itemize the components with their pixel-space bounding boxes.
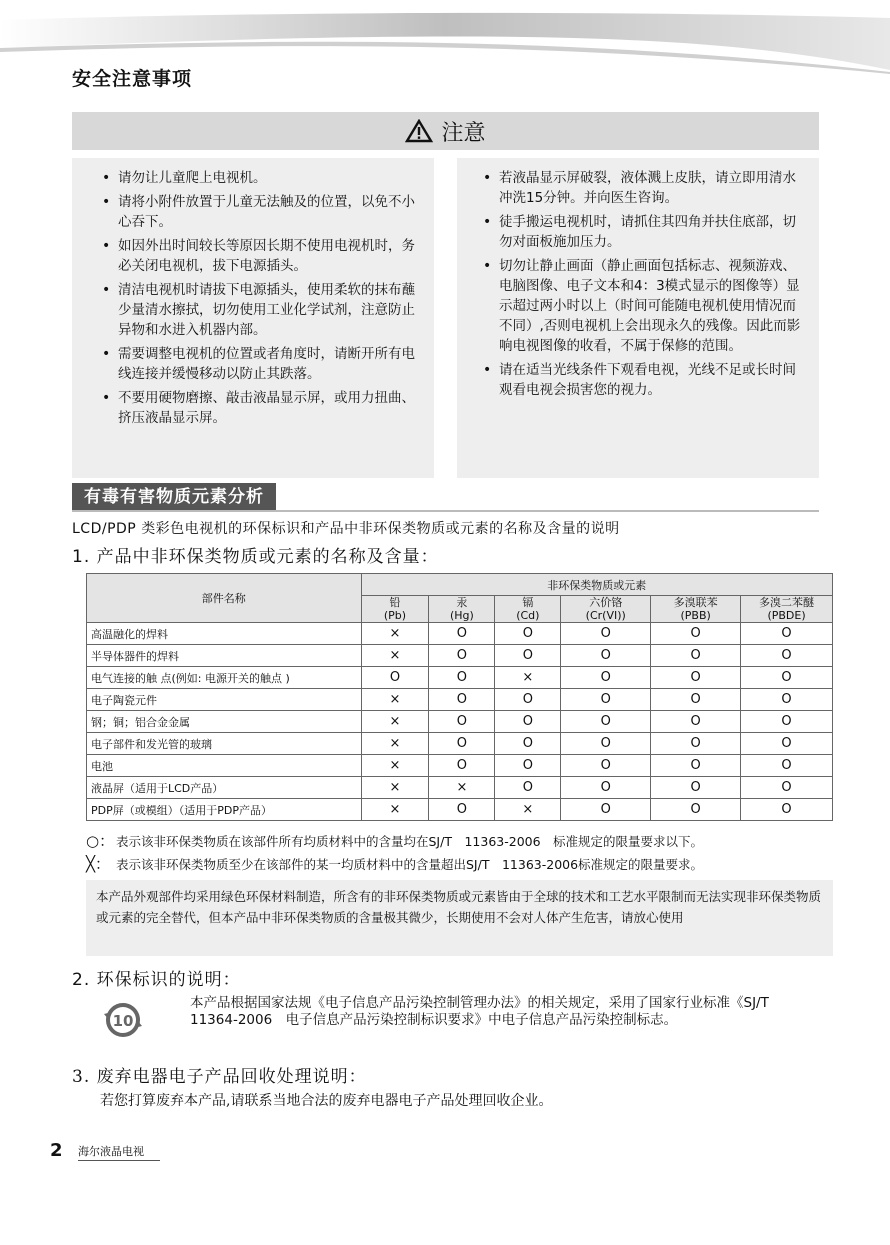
substance-name: 多溴二苯醚 <box>759 596 815 609</box>
value-cell: × <box>361 755 429 777</box>
value-cell: O <box>561 667 651 689</box>
value-cell: O <box>495 755 561 777</box>
value-cell: O <box>561 645 651 667</box>
value-cell: × <box>361 777 429 799</box>
value-cell: O <box>561 733 651 755</box>
value-cell: O <box>741 799 833 821</box>
substance-header <box>741 596 833 623</box>
eco-period-logo <box>100 1000 146 1040</box>
part-name-cell: 半导体器件的焊料 <box>87 645 362 667</box>
section2-title: 2. 环保标识的说明： <box>72 970 241 990</box>
section2-text: 本产品根据国家法规《电子信息产品污染控制管理办法》的相关规定，采用了国家行业标准《SJ/T 11364-2006 电子信息产品污染控制标识要求》中电子信息产品污染控制标志。 <box>190 995 783 1028</box>
value-cell: O <box>429 733 495 755</box>
part-name-cell: 电子陶瓷元件 <box>87 689 362 711</box>
footer-brand: 海尔液晶电视 <box>78 1145 144 1158</box>
value-cell: × <box>361 711 429 733</box>
substance-header <box>429 596 495 623</box>
table-row <box>87 623 833 645</box>
part-name-cell: 电池 <box>87 755 362 777</box>
table-row <box>87 733 833 755</box>
substance-name: 多溴联苯 <box>673 596 718 609</box>
value-cell: O <box>651 711 741 733</box>
eco-logo-number: 10 <box>112 1012 134 1030</box>
value-cell: × <box>495 667 561 689</box>
value-cell: × <box>361 733 429 755</box>
table-row <box>87 711 833 733</box>
note-circle <box>86 830 703 851</box>
warning-icon <box>405 119 433 143</box>
substance-symbol: (Pb) <box>383 609 407 622</box>
note-cross-text: 表示该非环保类物质至少在该部件的某一均质材料中的含量超出SJ/T 11363-2006标准规定的限量要求。 <box>116 857 704 872</box>
section1-title: 1. 产品中非环保类物质或元素的名称及含量： <box>72 547 439 567</box>
substance-header <box>651 596 741 623</box>
value-cell: O <box>429 755 495 777</box>
note-cross <box>86 853 703 874</box>
table-row <box>87 667 833 689</box>
value-cell: O <box>651 667 741 689</box>
substance-header <box>561 596 651 623</box>
value-cell: O <box>495 645 561 667</box>
value-cell: O <box>651 623 741 645</box>
caution-item: • 请勿让儿童爬上电视机。 <box>102 168 420 188</box>
section-title: 安全注意事项 <box>72 68 193 90</box>
section3-title: 3. 废弃电器电子产品回收处理说明： <box>72 1067 367 1087</box>
substance-symbol: (Cr(VI)) <box>585 609 626 622</box>
note-circle-text: 表示该非环保类物质在该部件所有均质材料中的含量均在SJ/T 11363-2006 标准规定的限量要求以下。 <box>116 834 704 849</box>
caution-item: • 不要用硬物磨擦、敲击液晶显示屏，或用力扭曲、挤压液晶显示屏。 <box>102 388 420 428</box>
value-cell: O <box>741 733 833 755</box>
caution-item: • 如因外出时间较长等原因长期不使用电视机时，务必关闭电视机，拔下电源插头。 <box>102 236 420 276</box>
part-name-cell: 电气连接的触 点(例如: 电源开关的触点 ) <box>87 667 362 689</box>
value-cell: × <box>361 645 429 667</box>
part-name-cell: 钢；铜；铝合金金属 <box>87 711 362 733</box>
hazard-section-title: 有毒有害物质元素分析 <box>72 483 276 511</box>
value-cell: O <box>741 645 833 667</box>
value-cell: O <box>495 777 561 799</box>
value-cell: O <box>361 667 429 689</box>
caution-item: • 徒手搬运电视机时，请抓住其四角并扶住底部，切勿对面板施加压力。 <box>483 212 805 252</box>
table-row <box>87 645 833 667</box>
value-cell: O <box>561 623 651 645</box>
substance-name: 镉 <box>522 596 534 609</box>
substance-symbol: (PBB) <box>680 609 711 622</box>
value-cell: O <box>429 689 495 711</box>
value-cell: O <box>429 645 495 667</box>
caution-item: • 切勿让静止画面（静止画面包括标志、视频游戏、电脑图像、电子文本和4：3模式显示的图像等）显示超过两小时以上（时间可能随电视机使用情况而不同）,否则电视机上会出现永久的残像。因此而影响电视图像的收看，不属于保修的范围。 <box>483 256 805 356</box>
part-name-cell: 高温融化的焊料 <box>87 623 362 645</box>
value-cell: O <box>741 623 833 645</box>
substance-header <box>361 596 429 623</box>
cross-symbol: ╳： <box>86 855 111 873</box>
part-name-cell: PDP屏（或模组）（适用于PDP产品） <box>87 799 362 821</box>
hazard-table-body <box>87 623 833 821</box>
table-row <box>87 755 833 777</box>
value-cell: × <box>361 799 429 821</box>
part-name-cell: 电子部件和发光管的玻璃 <box>87 733 362 755</box>
substance-name: 汞 <box>456 596 468 609</box>
value-cell: O <box>429 667 495 689</box>
caution-item: • 清洁电视机时请拔下电源插头，使用柔软的抹布蘸少量清水擦拭，切勿使用工业化学试剂，注意防止异物和水进入机器内部。 <box>102 280 420 340</box>
page-number: 2 <box>50 1140 63 1161</box>
caution-right-column <box>457 158 819 478</box>
value-cell: O <box>651 799 741 821</box>
circle-symbol: ○： <box>86 832 115 850</box>
footer-rule <box>78 1160 160 1161</box>
value-cell: O <box>561 689 651 711</box>
value-cell: O <box>741 777 833 799</box>
value-cell: O <box>741 667 833 689</box>
value-cell: O <box>561 799 651 821</box>
caution-bar <box>72 112 819 150</box>
value-cell: O <box>495 733 561 755</box>
notice-box: 本产品外观部件均采用绿色环保材料制造，所含有的非环保类物质或元素皆由于全球的技术和工艺水平限制而无法实现非环保类物质或元素的完全替代，但本产品中非环保类物质的含量极其微少，长期使用不会对人体产生危害，请放心使用 <box>86 880 833 956</box>
value-cell: × <box>495 799 561 821</box>
value-cell: O <box>651 755 741 777</box>
value-cell: O <box>561 777 651 799</box>
table-row <box>87 777 833 799</box>
value-cell: O <box>741 689 833 711</box>
value-cell: O <box>495 711 561 733</box>
caution-title: 注意 <box>441 120 486 146</box>
caution-item: • 请在适当光线条件下观看电视，光线不足或长时间观看电视会损害您的视力。 <box>483 360 805 400</box>
value-cell: O <box>741 755 833 777</box>
value-cell: × <box>361 623 429 645</box>
value-cell: O <box>561 711 651 733</box>
value-cell: O <box>651 689 741 711</box>
value-cell: × <box>429 777 495 799</box>
hazard-title-rule <box>72 510 819 512</box>
value-cell: O <box>741 711 833 733</box>
substance-header <box>495 596 561 623</box>
value-cell: O <box>429 623 495 645</box>
section3-text: 若您打算废弃本产品,请联系当地合法的废弃电器电子产品处理回收企业。 <box>100 1093 553 1109</box>
substance-symbol: (Cd) <box>516 609 540 622</box>
value-cell: O <box>561 755 651 777</box>
part-name-cell: 液晶屏（适用于LCD产品） <box>87 777 362 799</box>
value-cell: O <box>495 689 561 711</box>
value-cell: O <box>495 623 561 645</box>
caution-item: • 若液晶显示屏破裂，液体溅上皮肤，请立即用清水冲洗15分钟。并向医生咨询。 <box>483 168 805 208</box>
caution-left-column <box>72 158 434 478</box>
table-row <box>87 689 833 711</box>
substance-group-header: 非环保类物质或元素 <box>361 574 832 596</box>
value-cell: O <box>429 799 495 821</box>
table-row <box>87 799 833 821</box>
caution-item: • 请将小附件放置于儿童无法触及的位置，以免不小心吞下。 <box>102 192 420 232</box>
value-cell: O <box>651 645 741 667</box>
hazard-subtitle: LCD/PDP 类彩色电视机的环保标识和产品中非环保类物质或元素的名称及含量的说明 <box>72 521 620 537</box>
substance-name: 六价铬 <box>589 596 623 609</box>
value-cell: O <box>651 777 741 799</box>
part-column-header: 部件名称 <box>87 574 362 623</box>
substance-name: 铅 <box>389 596 401 609</box>
substance-symbol: (Hg) <box>449 609 474 622</box>
substance-symbol: (PBDE) <box>767 609 806 622</box>
value-cell: O <box>429 711 495 733</box>
hazard-table <box>86 573 833 821</box>
caution-item: • 需要调整电视机的位置或者角度时，请断开所有电线连接并缓慢移动以防止其跌落。 <box>102 344 420 384</box>
value-cell: O <box>651 733 741 755</box>
value-cell: × <box>361 689 429 711</box>
